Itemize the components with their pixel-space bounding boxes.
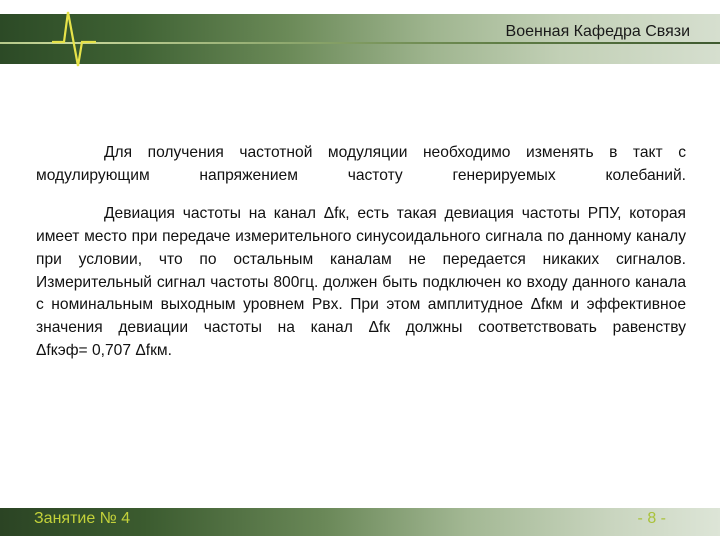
- lesson-label: Занятие № 4: [34, 510, 131, 527]
- paragraph-2-text: Девиация частоты на канал Δfк, есть такая девиация частоты РПУ, которая имеет место при передаче измерительного синусоидального сигнала по данному каналу при условии, что по остальным каналам не передается никаких сигналов. Измерительный сигнал частоты 800гц. должен быть подключен ко входу данного канала с номинальным выходным уровнем Рвх. При этом амплитудное Δfкм и эффективное значения девиации частоты на канал Δfк должны соответствовать равенству: [36, 205, 686, 336]
- main-content: [36, 142, 686, 362]
- paragraph-2: [36, 203, 686, 339]
- header-divider: [0, 42, 720, 44]
- signal-zigzag-icon: [50, 6, 98, 68]
- page-number: - 8 -: [637, 510, 666, 527]
- paragraph-1: Для получения частотной модуляции необходимо изменять в такт с модулирующим напряжением частоту генерируемых колебаний.: [36, 144, 686, 184]
- formula-line: Δfкэф= 0,707 Δfкм.: [36, 341, 172, 359]
- header-title: Военная Кафедра Связи: [505, 23, 690, 40]
